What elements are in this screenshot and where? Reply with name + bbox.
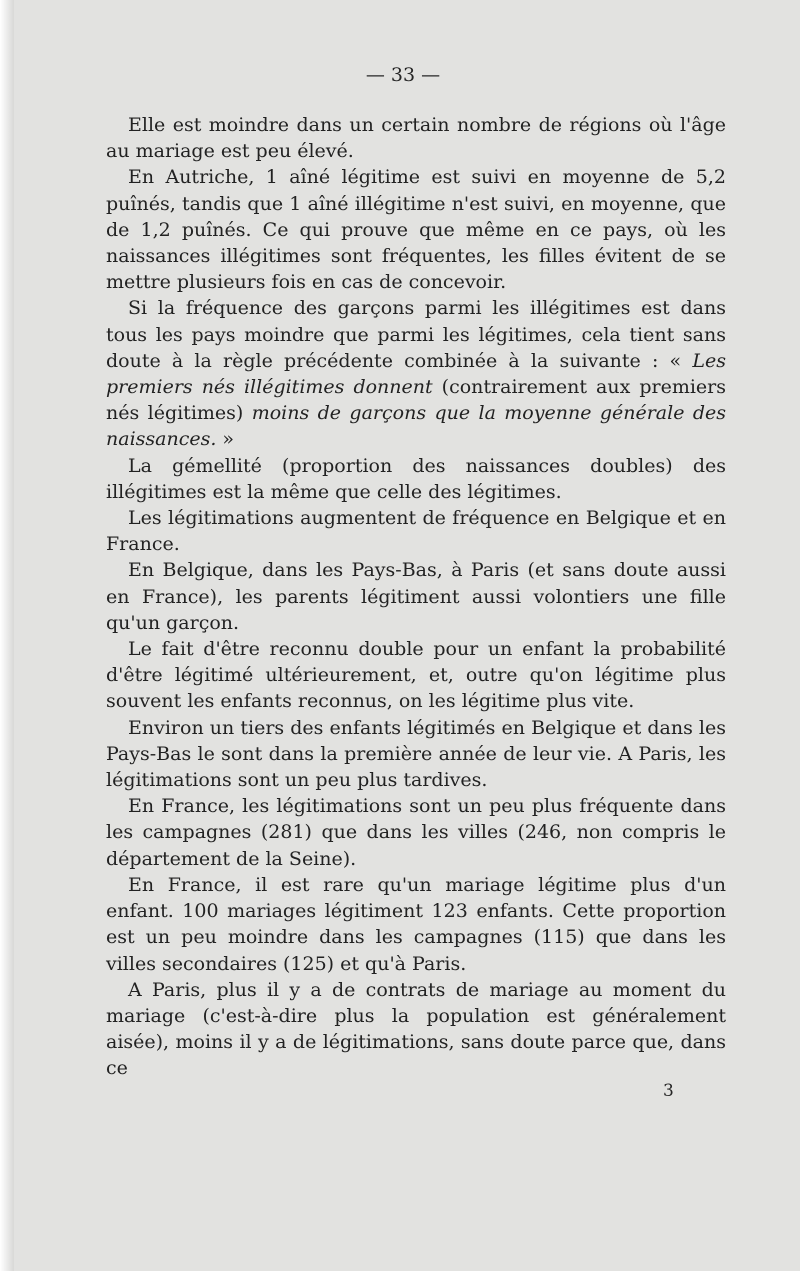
paragraph: En Autriche, 1 aîné légitime est suivi en moyenne de 5,2 puînés, tandis que 1 aîné illégitime n'est suivi, en moyenne, que de 1,2 puînés. Ce qui prouve que même en ce pays, où les naissances illégitimes sont fréquentes, les filles évitent de se mettre plusieurs fois en cas de concevoir. [106,166,726,294]
page-number-header: — 33 — [365,64,441,86]
paragraph: Elle est moindre dans un certain nombre de régions où l'âge au mariage est peu élevé. [106,114,726,163]
paragraph: Environ un tiers des enfants légitimés en Belgique et dans les Pays-Bas le sont dans la première année de leur vie. A Paris, les légitimations sont un peu plus tardives. [106,716,726,792]
body-text [106,112,726,1082]
italic-run: moins de garçons que la moyenne générale des naissances. [106,402,726,451]
paragraph: A Paris, plus il y a de contrats de mariage au moment du mariage (c'est-à-dire plus la population est généralement aisée), moins il y a de légitimations, sans doute parce que, dans ce [106,978,726,1080]
paragraph: En France, il est rare qu'un mariage légitime plus d'un enfant. 100 mariages légitiment 123 enfants. Cette proportion est un peu moindre dans les campagnes (115) que dans les villes secondaires (125) et qu'à Paris. [106,873,726,975]
paragraph: Le fait d'être reconnu double pour un enfant la probabilité d'être légitimé ultérieurement, et, outre qu'on légitime plus souvent les enfants reconnus, on les légitime plus vite. [106,638,726,713]
paragraph: En Belgique, dans les Pays-Bas, à Paris (et sans doute aussi en France), les parents légitiment aussi volontiers une fille qu'un garçon. [106,559,726,634]
page-edge-shadow [0,0,14,1271]
paragraph-with-quote [106,295,726,452]
italic-run: Les premiers nés illégitimes donnent [106,349,726,399]
paragraph: Les légitimations augmentent de fréquence en Belgique et en France. [106,507,726,556]
text-run: Si la fréquence des garçons parmi les illégitimes est dans tous les pays moindre que parmi les légitimes, cela tient sans doute à la règle précédente combinée à la suivante : « [106,297,726,372]
signature-mark: 3 [663,1081,674,1101]
text-run: (contrairement aux premiers nés légitimes) [106,376,727,425]
paragraph: La gémellité (proportion des naissances doubles) des illégitimes est la même que celle des légitimes. [106,454,726,503]
paragraph: En France, les légitimations sont un peu plus fréquente dans les campagnes (281) que dans les villes (246, non compris le département de la Seine). [106,795,726,870]
text-run: » [216,428,235,451]
